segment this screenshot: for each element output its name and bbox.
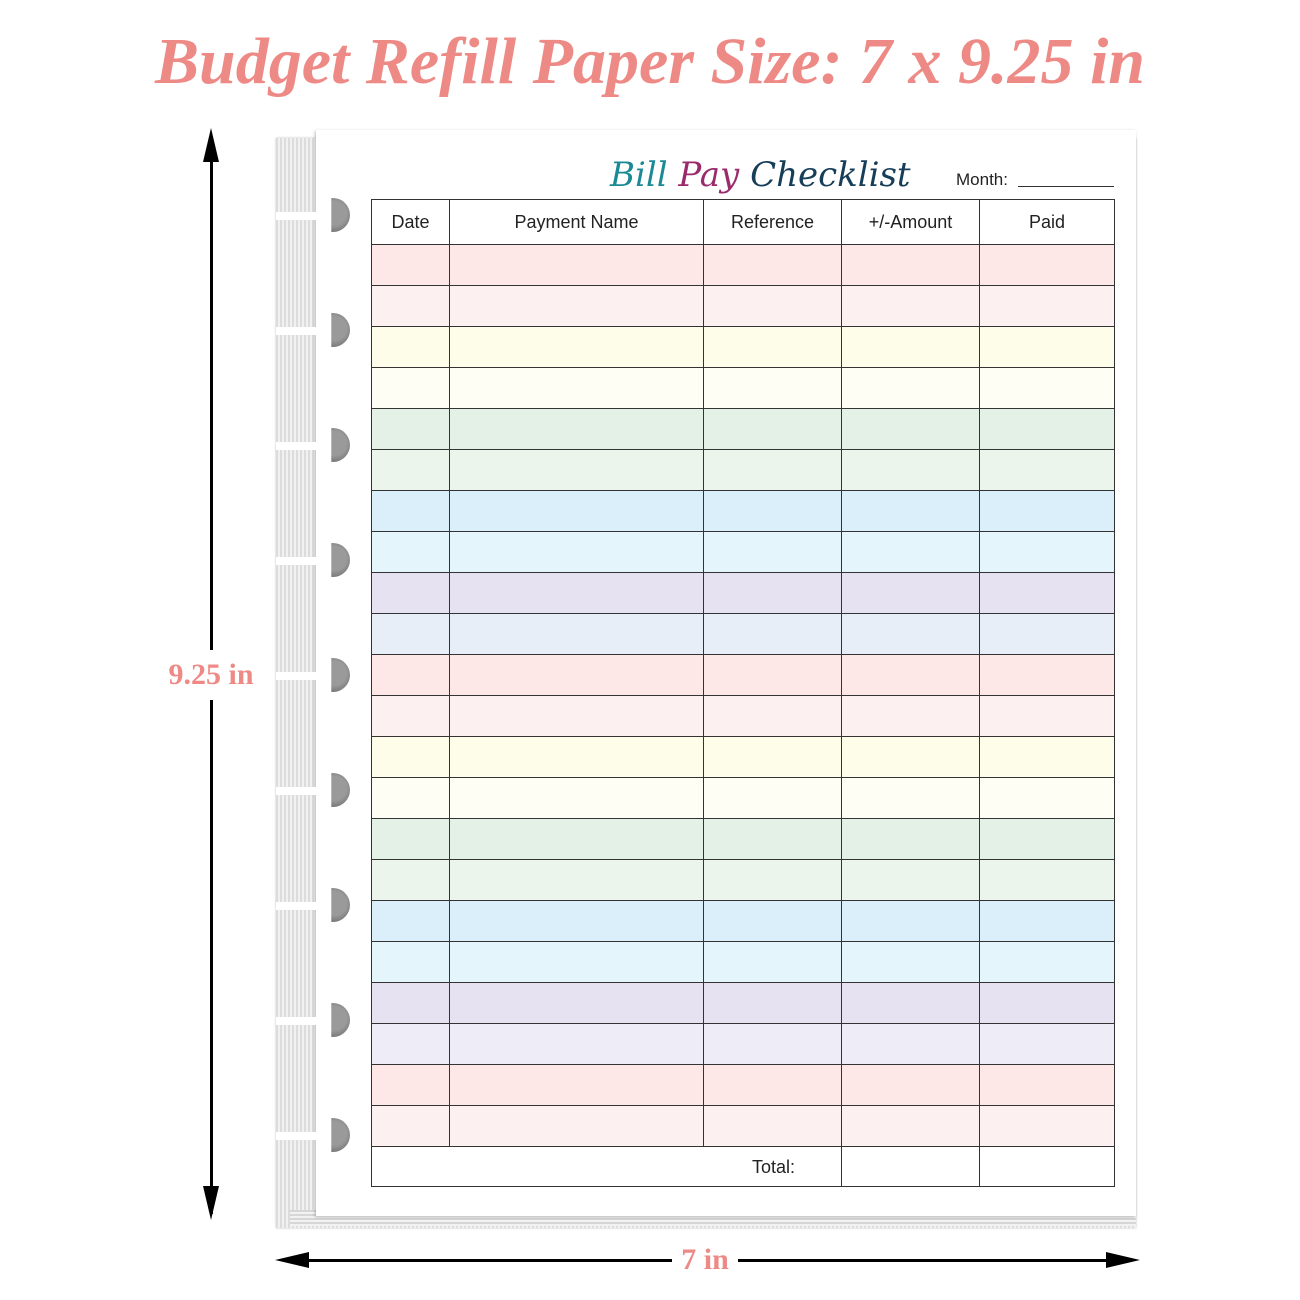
table-row (372, 737, 1115, 778)
table-row (372, 1065, 1115, 1106)
binder-slot (276, 658, 342, 694)
reference-cell[interactable] (704, 286, 842, 327)
date-cell[interactable] (372, 901, 450, 942)
date-cell[interactable] (372, 532, 450, 573)
table-row (372, 532, 1115, 573)
date-cell[interactable] (372, 1065, 450, 1106)
table-row (372, 696, 1115, 737)
payment-name-cell[interactable] (450, 1065, 704, 1106)
paid-cell[interactable] (980, 1106, 1115, 1147)
payment-name-cell[interactable] (450, 1106, 704, 1147)
binder-slot (276, 773, 342, 809)
amount-cell[interactable] (842, 327, 980, 368)
payment-name-cell[interactable] (450, 409, 704, 450)
amount-cell[interactable] (842, 1106, 980, 1147)
table-row (372, 819, 1115, 860)
table-row (372, 368, 1115, 409)
slot-gap (276, 327, 332, 335)
reference-cell[interactable] (704, 368, 842, 409)
table-row (372, 778, 1115, 819)
amount-cell[interactable] (842, 696, 980, 737)
date-cell[interactable] (372, 1106, 450, 1147)
payment-name-cell[interactable] (450, 245, 704, 286)
amount-cell[interactable] (842, 819, 980, 860)
payment-name-cell[interactable] (450, 860, 704, 901)
paid-cell[interactable] (980, 573, 1115, 614)
paid-cell[interactable] (980, 819, 1115, 860)
slot-gap (276, 787, 332, 795)
table-row (372, 409, 1115, 450)
date-cell[interactable] (372, 983, 450, 1024)
paid-cell[interactable] (980, 983, 1115, 1024)
amount-cell[interactable] (842, 983, 980, 1024)
amount-cell[interactable] (842, 1065, 980, 1106)
amount-cell[interactable] (842, 245, 980, 286)
reference-cell[interactable] (704, 327, 842, 368)
column-header-amount: +/-Amount (842, 200, 980, 245)
table-row (372, 901, 1115, 942)
amount-cell[interactable] (842, 737, 980, 778)
total-row (372, 1147, 1115, 1187)
reference-cell[interactable] (704, 573, 842, 614)
table-row (372, 573, 1115, 614)
title-word-bill: Bill (610, 155, 668, 195)
amount-cell[interactable] (842, 942, 980, 983)
table-row (372, 860, 1115, 901)
date-cell[interactable] (372, 655, 450, 696)
date-cell[interactable] (372, 696, 450, 737)
table-header-row (372, 200, 1115, 245)
slot-gap (276, 557, 332, 565)
total-label: Total: (752, 1157, 796, 1177)
date-cell[interactable] (372, 245, 450, 286)
reference-cell[interactable] (704, 450, 842, 491)
payment-name-cell[interactable] (450, 819, 704, 860)
binder-slot (276, 543, 342, 579)
payment-name-cell[interactable] (450, 491, 704, 532)
paid-cell[interactable] (980, 368, 1115, 409)
slot-gap (276, 672, 332, 680)
date-cell[interactable] (372, 573, 450, 614)
slot-gap (276, 902, 332, 910)
amount-cell[interactable] (842, 614, 980, 655)
checklist-title (610, 150, 911, 200)
column-header-reference: Reference (704, 200, 842, 245)
paid-cell[interactable] (980, 655, 1115, 696)
amount-cell[interactable] (842, 409, 980, 450)
paid-cell[interactable] (980, 901, 1115, 942)
table-row (372, 614, 1115, 655)
date-cell[interactable] (372, 778, 450, 819)
reference-cell[interactable] (704, 1065, 842, 1106)
date-cell[interactable] (372, 327, 450, 368)
reference-cell[interactable] (704, 860, 842, 901)
amount-cell[interactable] (842, 491, 980, 532)
payment-name-cell[interactable] (450, 614, 704, 655)
date-cell[interactable] (372, 286, 450, 327)
table-row (372, 327, 1115, 368)
reference-cell[interactable] (704, 614, 842, 655)
payment-name-cell[interactable] (450, 942, 704, 983)
paid-cell[interactable] (980, 491, 1115, 532)
payment-name-cell[interactable] (450, 327, 704, 368)
payment-name-cell[interactable] (450, 778, 704, 819)
paid-cell[interactable] (980, 245, 1115, 286)
table-row (372, 942, 1115, 983)
paid-cell[interactable] (980, 1065, 1115, 1106)
column-header-payment-name: Payment Name (450, 200, 704, 245)
reference-cell[interactable] (704, 245, 842, 286)
paid-cell[interactable] (980, 532, 1115, 573)
reference-cell[interactable] (704, 983, 842, 1024)
table-row (372, 491, 1115, 532)
table-row (372, 450, 1115, 491)
total-paid-cell[interactable] (980, 1147, 1115, 1187)
amount-cell[interactable] (842, 532, 980, 573)
slot-gap (276, 212, 332, 220)
title-word-pay: Pay (678, 155, 740, 195)
paid-cell[interactable] (980, 860, 1115, 901)
payment-name-cell[interactable] (450, 737, 704, 778)
reference-cell[interactable] (704, 901, 842, 942)
reference-cell[interactable] (704, 655, 842, 696)
amount-cell[interactable] (842, 286, 980, 327)
amount-cell[interactable] (842, 860, 980, 901)
paid-cell[interactable] (980, 614, 1115, 655)
date-cell[interactable] (372, 409, 450, 450)
amount-cell[interactable] (842, 368, 980, 409)
binder-slot (276, 198, 342, 234)
binder-slot (276, 313, 342, 349)
reference-cell[interactable] (704, 942, 842, 983)
binder-slot (276, 1118, 342, 1154)
binder-slot (276, 888, 342, 924)
month-label: Month: (956, 170, 1008, 189)
payment-name-cell[interactable] (450, 450, 704, 491)
width-label: 7 in (672, 1236, 738, 1284)
paid-cell[interactable] (980, 409, 1115, 450)
reference-cell[interactable] (704, 737, 842, 778)
date-cell[interactable] (372, 450, 450, 491)
date-cell[interactable] (372, 819, 450, 860)
date-cell[interactable] (372, 1024, 450, 1065)
month-blank-line (1018, 186, 1114, 187)
reference-cell[interactable] (704, 778, 842, 819)
payment-name-cell[interactable] (450, 573, 704, 614)
binder-slot (276, 428, 342, 464)
headline: Budget Refill Paper Size: 7 x 9.25 in (155, 25, 1145, 98)
amount-cell[interactable] (842, 778, 980, 819)
table-row (372, 1024, 1115, 1065)
reference-cell[interactable] (704, 1024, 842, 1065)
payment-name-cell[interactable] (450, 368, 704, 409)
total-amount-cell[interactable] (842, 1147, 980, 1187)
paid-cell[interactable] (980, 696, 1115, 737)
payment-name-cell[interactable] (450, 286, 704, 327)
date-cell[interactable] (372, 737, 450, 778)
paid-cell[interactable] (980, 450, 1115, 491)
amount-cell[interactable] (842, 450, 980, 491)
payment-name-cell[interactable] (450, 655, 704, 696)
payment-name-cell[interactable] (450, 983, 704, 1024)
height-label: 9.25 in (150, 650, 272, 700)
date-cell[interactable] (372, 368, 450, 409)
binder-slot (276, 1003, 342, 1039)
paid-cell[interactable] (980, 737, 1115, 778)
reference-cell[interactable] (704, 409, 842, 450)
total-label-cell (372, 1147, 842, 1187)
date-cell[interactable] (372, 491, 450, 532)
table-row (372, 286, 1115, 327)
table-row (372, 1106, 1115, 1147)
payment-name-cell[interactable] (450, 901, 704, 942)
reference-cell[interactable] (704, 696, 842, 737)
paid-cell[interactable] (980, 286, 1115, 327)
column-header-date: Date (372, 200, 450, 245)
width-arrow-right-icon (1106, 1252, 1140, 1268)
payment-name-cell[interactable] (450, 532, 704, 573)
paid-cell[interactable] (980, 778, 1115, 819)
paid-cell[interactable] (980, 1024, 1115, 1065)
slot-gap (276, 1017, 332, 1025)
table-row (372, 245, 1115, 286)
reference-cell[interactable] (704, 819, 842, 860)
date-cell[interactable] (372, 860, 450, 901)
bill-pay-table (371, 199, 1115, 1187)
height-arrow-bottom-icon (203, 1186, 219, 1220)
amount-cell[interactable] (842, 901, 980, 942)
date-cell[interactable] (372, 942, 450, 983)
title-word-checklist: Checklist (750, 155, 911, 195)
table-row (372, 983, 1115, 1024)
column-header-paid: Paid (980, 200, 1115, 245)
reference-cell[interactable] (704, 1106, 842, 1147)
date-cell[interactable] (372, 614, 450, 655)
payment-name-cell[interactable] (450, 1024, 704, 1065)
reference-cell[interactable] (704, 491, 842, 532)
amount-cell[interactable] (842, 573, 980, 614)
paid-cell[interactable] (980, 942, 1115, 983)
slot-gap (276, 442, 332, 450)
slot-gap (276, 1132, 332, 1140)
table-row (372, 655, 1115, 696)
reference-cell[interactable] (704, 532, 842, 573)
amount-cell[interactable] (842, 655, 980, 696)
amount-cell[interactable] (842, 1024, 980, 1065)
paid-cell[interactable] (980, 327, 1115, 368)
payment-name-cell[interactable] (450, 696, 704, 737)
